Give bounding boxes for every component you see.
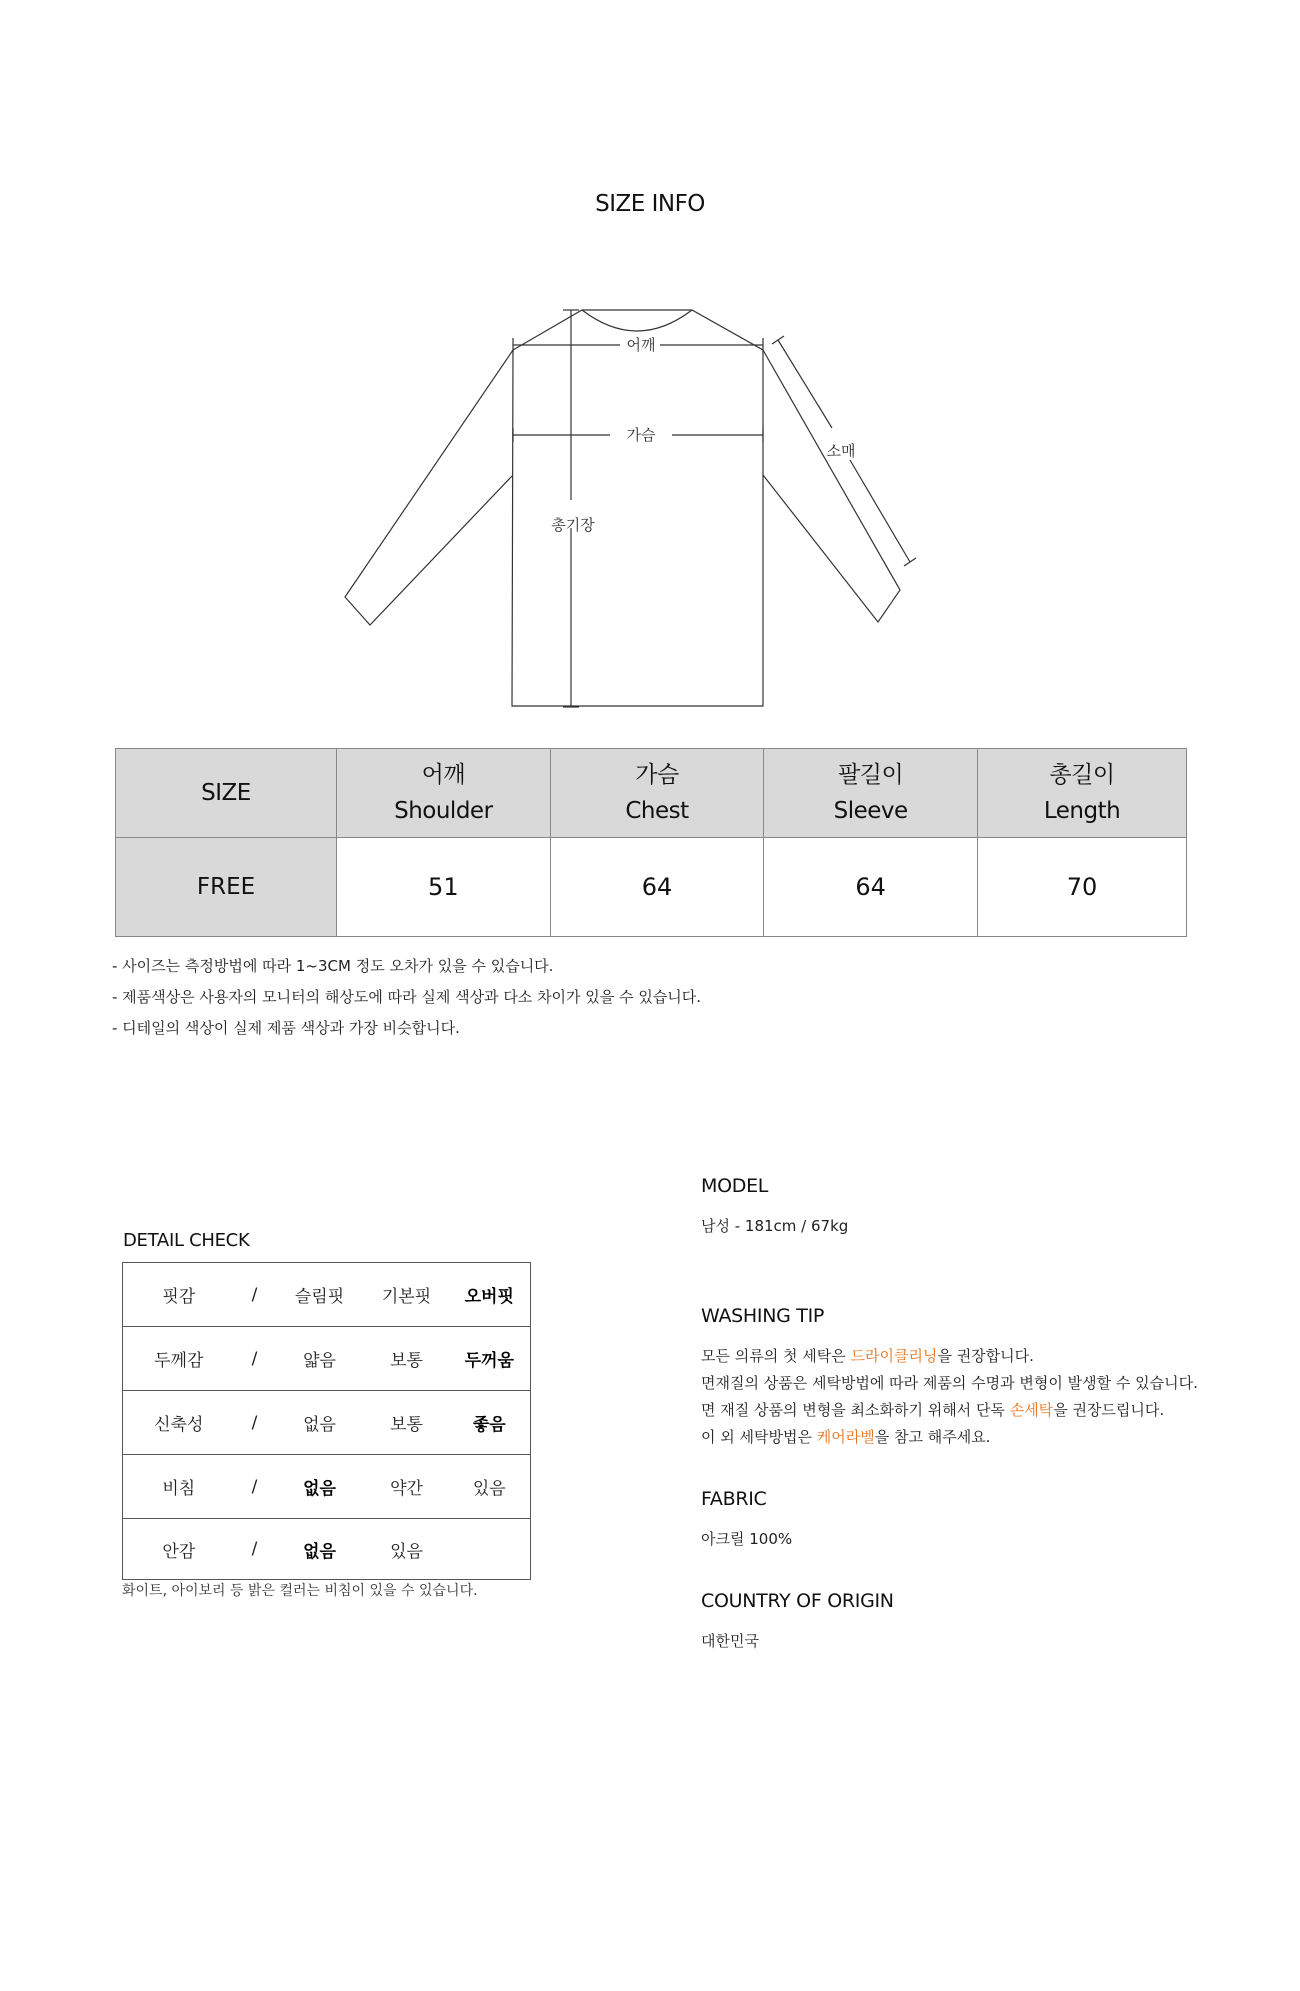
header-chest: 가슴 Chest (550, 749, 764, 838)
garment-diagram (330, 300, 970, 720)
table-row (116, 838, 1187, 937)
size-notes (112, 951, 701, 1044)
detail-check-row (123, 1391, 531, 1455)
detail-option: 없음 (275, 1455, 365, 1519)
detail-check-row (123, 1455, 531, 1519)
page-title: SIZE INFO (595, 191, 705, 217)
detail-separator: / (235, 1391, 275, 1455)
detail-label: 안감 (162, 1541, 196, 1562)
detail-check-note: 화이트, 아이보리 등 밝은 컬러는 비침이 있을 수 있습니다. (122, 1583, 478, 1599)
detail-option: 있음 (449, 1455, 531, 1519)
header-sleeve: 팔길이 Sleeve (764, 749, 978, 838)
detail-separator: / (235, 1263, 275, 1327)
model-heading: MODEL (701, 1175, 769, 1197)
washing-line: 면재질의 상품은 세탁방법에 따라 제품의 수명과 변형이 발생할 수 있습니다. (701, 1374, 1198, 1392)
detail-label: 신축성 (123, 1391, 235, 1455)
detail-check-title: DETAIL CHECK (123, 1230, 250, 1251)
detail-option (449, 1519, 531, 1580)
note-item: - 제품색상은 사용자의 모니터의 해상도에 따라 실제 색상과 다소 차이가 있을 수 있습니다. (112, 988, 702, 1006)
detail-label: 두께감 (123, 1327, 235, 1391)
size-header-cell: SIZE (116, 749, 337, 838)
value-length: 70 (978, 838, 1187, 937)
detail-option: 얇음 (275, 1327, 365, 1391)
note-item: - 사이즈는 측정방법에 따라 1~3CM 정도 오차가 있을 수 있습니다. (112, 957, 554, 975)
note-item: - 디테일의 색상이 실제 제품 색상과 가장 비슷합니다. (112, 1019, 460, 1037)
fabric-text: 아크릴 100% (701, 1530, 793, 1548)
garment-outline (345, 310, 900, 706)
value-chest: 64 (550, 838, 764, 937)
origin-heading: COUNTRY OF ORIGIN (701, 1590, 894, 1612)
detail-option: 없음 (303, 1541, 336, 1562)
detail-check-row (123, 1263, 531, 1327)
header-length: 총길이 Length (978, 749, 1187, 838)
detail-separator: / (235, 1455, 275, 1519)
header-shoulder: 어깨 Shoulder (337, 749, 551, 838)
detail-label: 비침 (123, 1455, 235, 1519)
washing-line: 모든 의류의 첫 세탁은 드라이클리닝을 권장합니다. (701, 1347, 1034, 1365)
label-sleeve: 소매 (826, 442, 856, 460)
detail-option: 보통 (365, 1391, 449, 1455)
row-size: FREE (116, 838, 337, 937)
detail-separator: / (251, 1539, 258, 1559)
detail-check-row (123, 1519, 531, 1580)
detail-option: 두꺼움 (449, 1327, 531, 1391)
washing-line: 면 재질 상품의 변형을 최소화하기 위해서 단독 손세탁을 권장드립니다. (701, 1401, 1165, 1419)
label-shoulder: 어깨 (626, 336, 656, 354)
fabric-heading: FABRIC (701, 1488, 767, 1510)
detail-option: 약간 (365, 1455, 449, 1519)
washing-tips (701, 1343, 1198, 1451)
value-sleeve: 64 (764, 838, 978, 937)
measure-lines (513, 310, 916, 707)
size-table (115, 748, 1187, 937)
size-table-header (116, 749, 1187, 838)
model-text: 남성 - 181cm / 67kg (701, 1217, 849, 1235)
origin-text: 대한민국 (701, 1632, 759, 1650)
label-length: 총기장 (551, 516, 595, 534)
detail-option: 없음 (275, 1391, 365, 1455)
detail-option: 좋음 (449, 1391, 531, 1455)
detail-option: 슬림핏 (275, 1263, 365, 1327)
washing-heading: WASHING TIP (701, 1305, 825, 1327)
detail-check-table (122, 1262, 531, 1580)
detail-label: 핏감 (123, 1263, 235, 1327)
washing-line: 이 외 세탁방법은 케어라벨을 참고 해주세요. (701, 1428, 991, 1446)
detail-option: 기본핏 (365, 1263, 449, 1327)
detail-option: 있음 (390, 1541, 423, 1562)
label-chest: 가슴 (626, 426, 656, 444)
value-shoulder: 51 (337, 838, 551, 937)
detail-option: 오버핏 (449, 1263, 531, 1327)
detail-option: 보통 (365, 1327, 449, 1391)
detail-check-row (123, 1327, 531, 1391)
detail-separator: / (235, 1327, 275, 1391)
